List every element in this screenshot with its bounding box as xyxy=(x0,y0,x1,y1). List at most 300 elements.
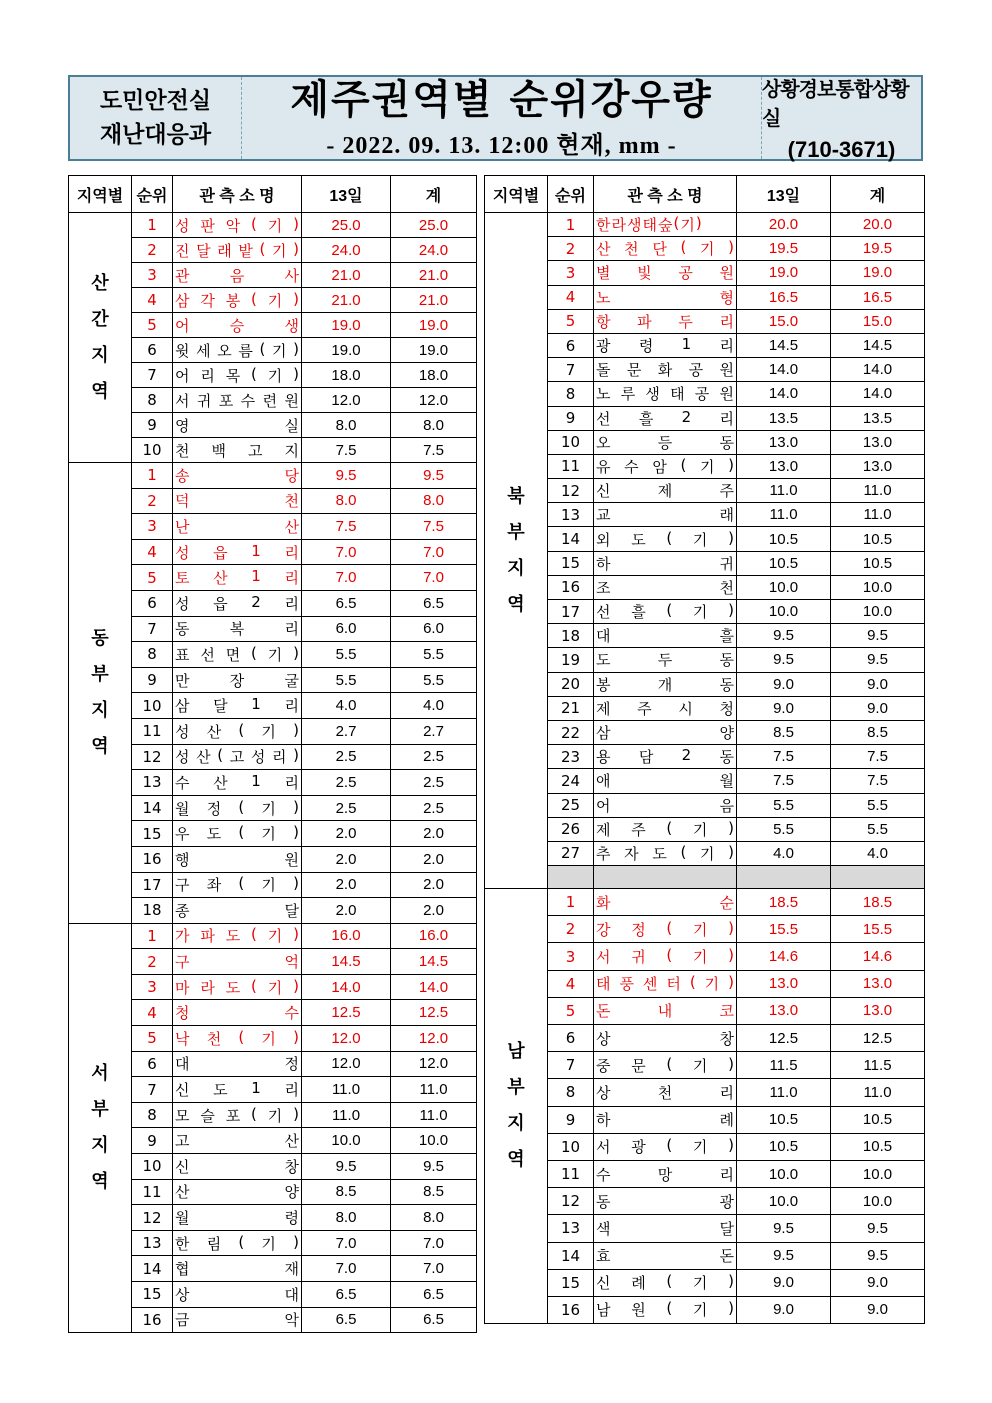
day-rainfall-cell: 2.0 xyxy=(302,872,391,898)
total-rainfall-cell: 15.0 xyxy=(831,309,925,333)
station-name-cell xyxy=(594,575,737,599)
station-name: 하 귀 xyxy=(596,554,734,573)
day-rainfall-cell: 15.5 xyxy=(737,916,831,943)
total-rainfall-cell: 6.0 xyxy=(391,616,477,642)
day-rainfall-cell: 11.5 xyxy=(737,1052,831,1079)
rank-cell: 4 xyxy=(132,1000,173,1026)
station-name: 남 원 ( 기 ) xyxy=(596,1299,734,1320)
table-row xyxy=(69,463,477,489)
station-name: 태 풍 센 터 ( 기 ) xyxy=(596,973,734,994)
station-name: 도 두 동 xyxy=(596,651,734,670)
rank-cell: 14 xyxy=(132,795,173,821)
station-name: 월 정 ( 기 ) xyxy=(175,797,299,818)
station-name: 노 형 xyxy=(596,288,734,307)
day-rainfall-cell: 13.0 xyxy=(737,454,831,478)
table-row xyxy=(485,333,925,357)
total-rainfall-cell: 24.0 xyxy=(391,238,477,263)
station-name: 별 빛 공 원 xyxy=(596,264,734,283)
rank-cell: 4 xyxy=(132,539,173,565)
rank-cell: 2 xyxy=(548,916,594,943)
total-rainfall-cell: 16.0 xyxy=(391,923,477,949)
column-total: 계 xyxy=(831,176,925,213)
rank-cell: 3 xyxy=(132,974,173,1000)
rank-cell: 5 xyxy=(548,997,594,1024)
rank-cell: 15 xyxy=(548,1269,594,1296)
table-row xyxy=(485,1296,925,1323)
column-region: 지역별 xyxy=(69,176,132,213)
station-name-cell xyxy=(594,793,737,817)
total-rainfall-cell: 2.0 xyxy=(391,821,477,847)
station-name: 한 림 ( 기 ) xyxy=(175,1232,299,1253)
station-name: 대 흘 xyxy=(596,627,734,646)
rank-cell: 14 xyxy=(548,1242,594,1269)
station-name-cell xyxy=(594,430,737,454)
rank-cell: 13 xyxy=(132,770,173,796)
rank-cell: 1 xyxy=(132,923,173,949)
table-row xyxy=(485,1106,925,1133)
day-rainfall-cell: 10.0 xyxy=(302,1128,391,1154)
station-name-cell xyxy=(594,1215,737,1242)
station-name-cell xyxy=(173,514,302,540)
day-rainfall-cell: 10.5 xyxy=(737,1133,831,1160)
rank-cell: 3 xyxy=(548,261,594,285)
total-rainfall-cell: 10.0 xyxy=(831,1188,925,1215)
table-row xyxy=(485,503,925,527)
column-station: 관 측 소 명 xyxy=(594,176,737,213)
station-name-cell xyxy=(173,923,302,949)
station-name: 광 령 1 리 xyxy=(596,335,734,356)
table-row xyxy=(485,1215,925,1242)
day-rainfall-cell: 12.0 xyxy=(302,1051,391,1077)
total-rainfall-cell: 11.0 xyxy=(391,1077,477,1103)
day-rainfall-cell: 7.0 xyxy=(302,1230,391,1256)
station-name: 청 수 xyxy=(175,1004,299,1023)
rainfall-table-right xyxy=(484,175,925,1324)
rank-cell: 18 xyxy=(132,898,173,924)
rank-cell: 18 xyxy=(548,624,594,648)
rank-cell: 10 xyxy=(548,430,594,454)
station-name-cell xyxy=(594,1052,737,1079)
region-label: 남 부 지 역 xyxy=(485,889,548,1324)
station-name: 수 망 리 xyxy=(596,1165,734,1184)
day-rainfall-cell: 9.0 xyxy=(737,672,831,696)
table-row xyxy=(485,600,925,624)
station-name-cell xyxy=(173,1128,302,1154)
total-rainfall-cell: 12.5 xyxy=(391,1000,477,1026)
total-rainfall-cell: 13.0 xyxy=(831,997,925,1024)
station-name: 선 흘 ( 기 ) xyxy=(596,601,734,622)
rank-cell: 14 xyxy=(132,1256,173,1282)
station-name: 동 광 xyxy=(596,1192,734,1211)
total-rainfall-cell: 7.0 xyxy=(391,539,477,565)
table-row xyxy=(485,769,925,793)
table-row xyxy=(485,285,925,309)
total-rainfall-cell: 7.0 xyxy=(391,565,477,591)
station-name-cell xyxy=(594,309,737,333)
station-name-cell xyxy=(173,667,302,693)
total-rainfall-cell: 9.5 xyxy=(831,1242,925,1269)
total-rainfall-cell: 10.5 xyxy=(831,1133,925,1160)
total-rainfall-cell: 21.0 xyxy=(391,263,477,288)
total-rainfall-cell: 10.5 xyxy=(831,1106,925,1133)
rank-cell: 8 xyxy=(548,382,594,406)
day-rainfall-cell: 10.0 xyxy=(737,600,831,624)
station-name: 화 순 xyxy=(596,893,734,912)
station-name-cell xyxy=(594,745,737,769)
total-rainfall-cell: 11.0 xyxy=(391,1102,477,1128)
total-rainfall-cell: 19.0 xyxy=(831,261,925,285)
station-name-cell xyxy=(173,718,302,744)
total-rainfall-cell: 11.0 xyxy=(831,479,925,503)
station-name: 봉 개 동 xyxy=(596,675,734,694)
day-rainfall-cell: 14.5 xyxy=(302,949,391,975)
total-rainfall-cell: 13.0 xyxy=(831,970,925,997)
station-name: 강 정 ( 기 ) xyxy=(596,918,734,939)
day-rainfall-cell: 4.0 xyxy=(737,841,831,865)
station-name-cell xyxy=(594,1025,737,1052)
day-rainfall-cell: 14.6 xyxy=(737,943,831,970)
station-name: 영 실 xyxy=(175,416,299,435)
day-rainfall-cell: 2.5 xyxy=(302,770,391,796)
day-rainfall-cell: 19.5 xyxy=(737,237,831,261)
day-rainfall-cell: 7.5 xyxy=(737,745,831,769)
station-name: 대 정 xyxy=(175,1055,299,1074)
table-row xyxy=(485,1079,925,1106)
station-name: 제 주 시 청 xyxy=(596,699,734,718)
total-rainfall-cell: 9.5 xyxy=(391,463,477,489)
rank-cell: 1 xyxy=(548,213,594,237)
station-name-cell xyxy=(173,238,302,263)
rank-cell: 2 xyxy=(132,488,173,514)
table-row xyxy=(485,213,925,237)
day-rainfall-cell: 16.0 xyxy=(302,923,391,949)
rank-cell: 17 xyxy=(132,872,173,898)
station-name: 관 음 사 xyxy=(175,266,299,285)
day-rainfall-cell: 7.0 xyxy=(302,539,391,565)
day-rainfall-cell: 24.0 xyxy=(302,238,391,263)
rank-cell: 9 xyxy=(548,406,594,430)
station-name-cell xyxy=(594,817,737,841)
day-rainfall-cell: 7.5 xyxy=(302,438,391,463)
station-name: 모 슬 포 ( 기 ) xyxy=(175,1104,299,1125)
rank-cell: 13 xyxy=(132,1230,173,1256)
station-name-cell xyxy=(173,744,302,770)
total-rainfall-cell: 19.5 xyxy=(831,237,925,261)
day-rainfall-cell: 4.0 xyxy=(302,693,391,719)
rank-cell: 2 xyxy=(548,237,594,261)
day-rainfall-cell: 8.5 xyxy=(302,1179,391,1205)
station-name: 성 판 악 ( 기 ) xyxy=(175,214,299,235)
station-name: 용 담 2 동 xyxy=(596,746,734,767)
station-name: 어 승 생 xyxy=(175,316,299,335)
total-rainfall-cell: 21.0 xyxy=(391,288,477,313)
total-rainfall-cell: 10.0 xyxy=(831,600,925,624)
day-rainfall-cell: 8.5 xyxy=(737,720,831,744)
rank-cell: 14 xyxy=(548,527,594,551)
day-rainfall-cell: 5.5 xyxy=(737,817,831,841)
station-name-cell xyxy=(173,872,302,898)
region-label: 동 부 지 역 xyxy=(69,463,132,924)
station-name-cell xyxy=(594,624,737,648)
day-rainfall-cell: 9.5 xyxy=(737,648,831,672)
station-name-cell xyxy=(594,454,737,478)
day-rainfall-cell: 9.0 xyxy=(737,696,831,720)
station-name-cell xyxy=(173,1230,302,1256)
station-name-cell xyxy=(594,997,737,1024)
station-name-cell xyxy=(594,1242,737,1269)
day-rainfall-cell: 11.0 xyxy=(302,1102,391,1128)
station-name-cell xyxy=(173,213,302,238)
day-rainfall-cell: 9.5 xyxy=(737,1215,831,1242)
total-rainfall-cell: 5.5 xyxy=(831,817,925,841)
rank-cell: 16 xyxy=(132,846,173,872)
total-rainfall-cell: 14.6 xyxy=(831,943,925,970)
rank-cell: 12 xyxy=(132,744,173,770)
rank-cell: 16 xyxy=(548,575,594,599)
total-rainfall-cell: 4.0 xyxy=(831,841,925,865)
station-name: 서 광 ( 기 ) xyxy=(596,1136,734,1157)
blank-cell xyxy=(594,866,737,889)
day-rainfall-cell: 10.5 xyxy=(737,1106,831,1133)
blank-cell xyxy=(831,866,925,889)
station-name-cell xyxy=(594,1133,737,1160)
station-name-cell xyxy=(594,333,737,357)
station-name: 만 장 굴 xyxy=(175,671,299,690)
rank-cell: 2 xyxy=(132,949,173,975)
rank-cell: 9 xyxy=(132,667,173,693)
station-name-cell xyxy=(594,382,737,406)
day-rainfall-cell: 13.0 xyxy=(737,430,831,454)
total-rainfall-cell: 12.0 xyxy=(391,388,477,413)
table-row xyxy=(485,916,925,943)
total-rainfall-cell: 9.0 xyxy=(831,672,925,696)
station-name-cell xyxy=(173,821,302,847)
rank-cell: 7 xyxy=(132,1077,173,1103)
rank-cell: 4 xyxy=(548,285,594,309)
station-name: 노 루 생 태 공 원 xyxy=(596,385,734,404)
blank-cell xyxy=(548,866,594,889)
station-name: 토 산 1 리 xyxy=(175,567,299,588)
rank-cell: 25 xyxy=(548,793,594,817)
rank-cell: 23 xyxy=(548,745,594,769)
station-name: 수 산 1 리 xyxy=(175,771,299,792)
total-rainfall-cell: 12.0 xyxy=(391,1051,477,1077)
day-rainfall-cell: 11.0 xyxy=(737,1079,831,1106)
table-row xyxy=(485,841,925,865)
total-rainfall-cell: 8.5 xyxy=(391,1179,477,1205)
rank-cell: 7 xyxy=(132,616,173,642)
day-rainfall-cell: 12.5 xyxy=(302,1000,391,1026)
day-rainfall-cell: 7.5 xyxy=(302,514,391,540)
table-row xyxy=(485,1188,925,1215)
day-rainfall-cell: 12.0 xyxy=(302,1026,391,1052)
total-rainfall-cell: 14.0 xyxy=(831,358,925,382)
rank-cell: 5 xyxy=(132,565,173,591)
department-line-2: 재난대응과 xyxy=(99,122,212,148)
day-rainfall-cell: 12.0 xyxy=(302,388,391,413)
total-rainfall-cell: 14.5 xyxy=(831,333,925,357)
day-rainfall-cell: 10.0 xyxy=(737,1188,831,1215)
rank-cell: 7 xyxy=(132,363,173,388)
station-name-cell xyxy=(173,949,302,975)
day-rainfall-cell: 8.0 xyxy=(302,413,391,438)
day-rainfall-cell: 19.0 xyxy=(737,261,831,285)
total-rainfall-cell: 9.5 xyxy=(831,624,925,648)
station-name-cell xyxy=(173,363,302,388)
day-rainfall-cell: 2.7 xyxy=(302,718,391,744)
report-timestamp: - 2022. 09. 13. 12:00 현재, mm - xyxy=(326,132,677,159)
station-name-cell xyxy=(594,527,737,551)
station-name: 서 귀 포 수 련 원 xyxy=(175,391,299,410)
total-rainfall-cell: 12.5 xyxy=(831,1025,925,1052)
day-rainfall-cell: 5.5 xyxy=(737,793,831,817)
rank-cell: 6 xyxy=(132,338,173,363)
total-rainfall-cell: 11.0 xyxy=(831,1079,925,1106)
station-name-cell xyxy=(173,693,302,719)
total-rainfall-cell: 8.0 xyxy=(391,413,477,438)
station-name-cell xyxy=(173,463,302,489)
station-name: 제 주 ( 기 ) xyxy=(596,818,734,839)
station-name-cell xyxy=(173,388,302,413)
station-name: 성 산 ( 고 성 리 ) xyxy=(175,746,299,767)
rainfall-table-left xyxy=(68,175,477,1333)
day-rainfall-cell: 14.0 xyxy=(737,358,831,382)
total-rainfall-cell: 13.5 xyxy=(831,406,925,430)
station-name: 성 읍 2 리 xyxy=(175,592,299,613)
rank-cell: 4 xyxy=(132,288,173,313)
total-rainfall-cell: 2.5 xyxy=(391,795,477,821)
total-rainfall-cell: 2.5 xyxy=(391,744,477,770)
total-rainfall-cell: 7.5 xyxy=(831,769,925,793)
column-region: 지역별 xyxy=(485,176,548,213)
rank-cell: 15 xyxy=(132,1282,173,1308)
column-total: 계 xyxy=(391,176,477,213)
station-name: 월 령 xyxy=(175,1209,299,1228)
station-name-cell xyxy=(173,565,302,591)
rank-cell: 1 xyxy=(548,889,594,916)
department-line-1: 도민안전실 xyxy=(99,88,212,114)
table-row xyxy=(485,970,925,997)
total-rainfall-cell: 7.5 xyxy=(391,438,477,463)
total-rainfall-cell: 7.5 xyxy=(391,514,477,540)
table-row xyxy=(485,261,925,285)
rank-cell: 21 xyxy=(548,696,594,720)
station-name: 효 돈 xyxy=(596,1247,734,1266)
station-name: 삼 양 xyxy=(596,724,734,743)
station-name: 우 도 ( 기 ) xyxy=(175,823,299,844)
station-name-cell xyxy=(173,846,302,872)
station-name-cell xyxy=(594,648,737,672)
table-row xyxy=(485,997,925,1024)
total-rainfall-cell: 10.0 xyxy=(831,1160,925,1187)
station-name: 난 산 xyxy=(175,517,299,536)
rank-cell: 3 xyxy=(132,263,173,288)
table-row xyxy=(485,672,925,696)
rank-cell: 12 xyxy=(548,479,594,503)
table-row xyxy=(485,817,925,841)
rank-cell: 1 xyxy=(132,213,173,238)
blank-cell xyxy=(737,866,831,889)
station-name-cell xyxy=(173,974,302,1000)
total-rainfall-cell: 11.0 xyxy=(831,503,925,527)
total-rainfall-cell: 19.0 xyxy=(391,313,477,338)
station-name-cell xyxy=(594,261,737,285)
rank-cell: 10 xyxy=(132,1154,173,1180)
total-rainfall-cell: 10.5 xyxy=(831,527,925,551)
station-name-cell xyxy=(173,313,302,338)
station-name-cell xyxy=(173,1154,302,1180)
table-row xyxy=(485,406,925,430)
rank-cell: 16 xyxy=(132,1307,173,1333)
rank-cell: 11 xyxy=(548,454,594,478)
table-row xyxy=(485,1269,925,1296)
station-name-cell xyxy=(173,338,302,363)
total-rainfall-cell: 7.0 xyxy=(391,1256,477,1282)
day-rainfall-cell: 15.0 xyxy=(737,309,831,333)
rank-cell: 8 xyxy=(132,642,173,668)
total-rainfall-cell: 20.0 xyxy=(831,213,925,237)
table-row xyxy=(485,358,925,382)
station-name: 천 백 고 지 xyxy=(175,441,299,460)
station-name: 돈 내 코 xyxy=(596,1002,734,1021)
table-header-row xyxy=(485,176,925,213)
office-name: 상황경보통합상황실 xyxy=(762,79,909,130)
station-name-cell xyxy=(173,539,302,565)
rank-cell: 10 xyxy=(132,438,173,463)
day-rainfall-cell: 10.5 xyxy=(737,527,831,551)
station-name: 조 천 xyxy=(596,578,734,597)
table-row xyxy=(485,624,925,648)
day-rainfall-cell: 9.5 xyxy=(302,1154,391,1180)
total-rainfall-cell: 12.0 xyxy=(391,1026,477,1052)
rank-cell: 10 xyxy=(548,1133,594,1160)
column-rank: 순위 xyxy=(548,176,594,213)
station-name: 신 제 주 xyxy=(596,482,734,501)
station-name-cell xyxy=(173,1179,302,1205)
station-name-cell xyxy=(173,898,302,924)
day-rainfall-cell: 14.0 xyxy=(737,382,831,406)
day-rainfall-cell: 9.5 xyxy=(302,463,391,489)
day-rainfall-cell: 6.5 xyxy=(302,590,391,616)
column-station: 관 측 소 명 xyxy=(173,176,302,213)
station-name-cell xyxy=(173,590,302,616)
rank-cell: 3 xyxy=(132,514,173,540)
station-name-cell xyxy=(594,943,737,970)
station-name-cell xyxy=(594,479,737,503)
station-name: 선 흘 2 리 xyxy=(596,407,734,428)
station-name: 덕 천 xyxy=(175,492,299,511)
station-name-cell xyxy=(594,1160,737,1187)
day-rainfall-cell: 13.0 xyxy=(737,970,831,997)
day-rainfall-cell: 20.0 xyxy=(737,213,831,237)
total-rainfall-cell: 25.0 xyxy=(391,213,477,238)
station-name-cell xyxy=(173,288,302,313)
day-rainfall-cell: 11.0 xyxy=(737,479,831,503)
station-name: 한 라 생 태 숲 ( 기 ) xyxy=(596,214,703,235)
day-rainfall-cell: 2.0 xyxy=(302,846,391,872)
table-row xyxy=(485,479,925,503)
total-rainfall-cell: 19.0 xyxy=(391,338,477,363)
rank-cell: 9 xyxy=(132,413,173,438)
station-name-cell xyxy=(594,889,737,916)
station-name: 삼 달 1 리 xyxy=(175,695,299,716)
table-row xyxy=(485,1025,925,1052)
rank-cell: 5 xyxy=(548,309,594,333)
station-name: 구 좌 ( 기 ) xyxy=(175,874,299,895)
day-rainfall-cell: 13.5 xyxy=(737,406,831,430)
rank-cell: 3 xyxy=(548,943,594,970)
station-name-cell xyxy=(594,213,737,237)
